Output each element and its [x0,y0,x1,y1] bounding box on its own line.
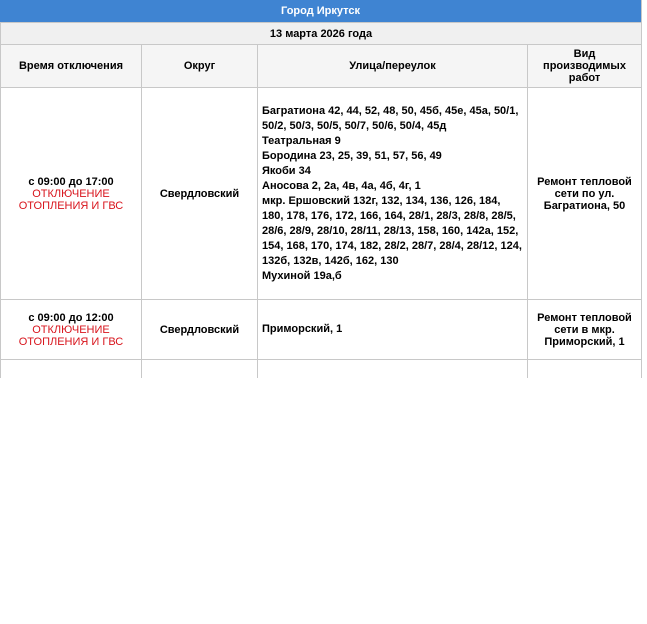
header-district: Округ [142,45,258,88]
city-title: Город Иркутск [0,0,641,22]
time-range: с 09:00 до 17:00 [28,175,114,188]
district-cell: Свердловский [142,88,258,300]
date-row [1,23,642,45]
district-cell: Свердловский [142,300,258,360]
date-label: 13 марта 2026 года [1,23,642,45]
street-line: Бородина 23, 25, 39, 51, 57, 56, 49 [262,149,442,162]
street-cell [258,300,528,360]
status-label: ОТКЛЮЧЕНИЕ ОТОПЛЕНИЯ И ГВС [18,187,124,212]
header-street: Улица/переулок [258,45,528,88]
street-line: Аносова 2, 2а, 4в, 4а, 4б, 4г, 1 [262,179,421,192]
street-line: Багратиона 42, 44, 52, 48, 50, 45б, 45е, 45а, 50/1, 50/2, 50/3, 50/5, 50/7, 50/6, 50/4, 45д [262,104,519,132]
time-range: с 09:00 до 12:00 [28,311,114,324]
time-cell [1,88,142,300]
table-row-cutoff [1,360,642,379]
table-row [1,300,642,360]
street-line: мкр. Ершовский 132г, 132, 134, 136, 126, 184, 180, 178, 176, 172, 166, 164, 28/1, 28/3, 28/8, 28/5, 28/6, 28/9, 28/10, 28/11, 28/13, 158, 160, 142а, 152, 154, 168, 170, 174, 182, 28/2, 28/7, 28/4, 28/12, 124, 132б, 132в, 142б, 162, 130 [262,194,522,267]
table-row [1,88,642,300]
street-line: Театральная 9 [262,134,341,147]
street-line: Якоби 34 [262,164,311,177]
work-cell: Ремонт тепловой сети в мкр. Приморский, 1 [528,300,642,360]
street-line: Мухиной 19а,б [262,269,342,282]
header-work: Вид производимых работ [528,45,642,88]
header-time: Время отключения [1,45,142,88]
page-edge [641,0,647,24]
outage-table [0,22,642,378]
work-cell: Ремонт тепловой сети по ул. Багратиона, 50 [528,88,642,300]
street-cell [258,88,528,300]
street-line: Приморский, 1 [262,323,343,335]
table-header [1,45,642,88]
status-label: ОТКЛЮЧЕНИЕ ОТОПЛЕНИЯ И ГВС [18,323,124,348]
time-cell [1,300,142,360]
